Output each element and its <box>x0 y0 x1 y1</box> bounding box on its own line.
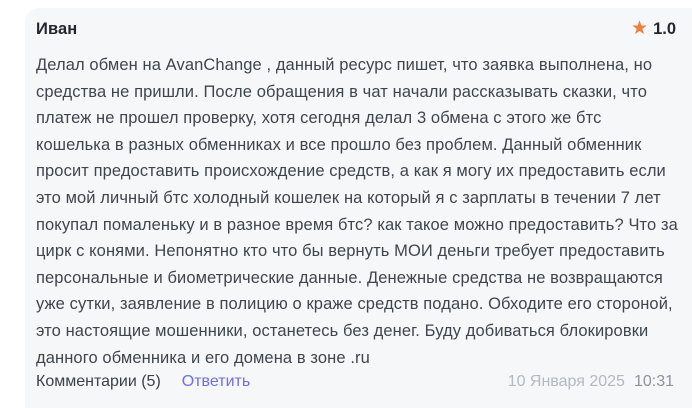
rating-value: 1.0 <box>653 20 676 38</box>
comments-link[interactable]: Комментарии (5) <box>36 373 161 390</box>
reply-link[interactable]: Ответить <box>181 373 251 390</box>
timestamp <box>508 373 678 391</box>
author-name: Иван <box>36 20 78 38</box>
review-time: 10:31 <box>633 373 674 390</box>
review-footer <box>36 373 678 394</box>
review-date: 10 Января 2025 <box>507 373 625 390</box>
rating <box>631 20 678 39</box>
review-header <box>36 19 678 39</box>
review-text: Делал обмен на AvanChange , данный ресурс пишет, что заявка выполнена, но средства не пришли. После обращения в чат начали рассказывать сказки, что платеж не прошел проверку, хотя сегодня делал 3 обмена с этого же бтс кошелька в разных обменниках и все прошло без проблем. Данный обменник просит предоставить происхождение средств, а как я могу их предоставить если это мой личный бтс холодный кошелек на который я с зарплаты в течении 7 лет покупал помаленьку и в разное время бтс? как такое можно предоставить? Что за цирк с конями. Непонятно кто что бы вернуть МОИ деньги требует предоставить персональные и биометрические данные. Денежные средства не возвращаются уже сутки, заявление в полицию о краже средств подано. Обходите его стороной, это настоящие мошенники, останетесь без денег. Буду добиваться блокировки данного обменника и его домена в зоне .ru <box>36 56 678 367</box>
star-icon: ★ <box>631 18 649 39</box>
review-card <box>25 8 692 408</box>
